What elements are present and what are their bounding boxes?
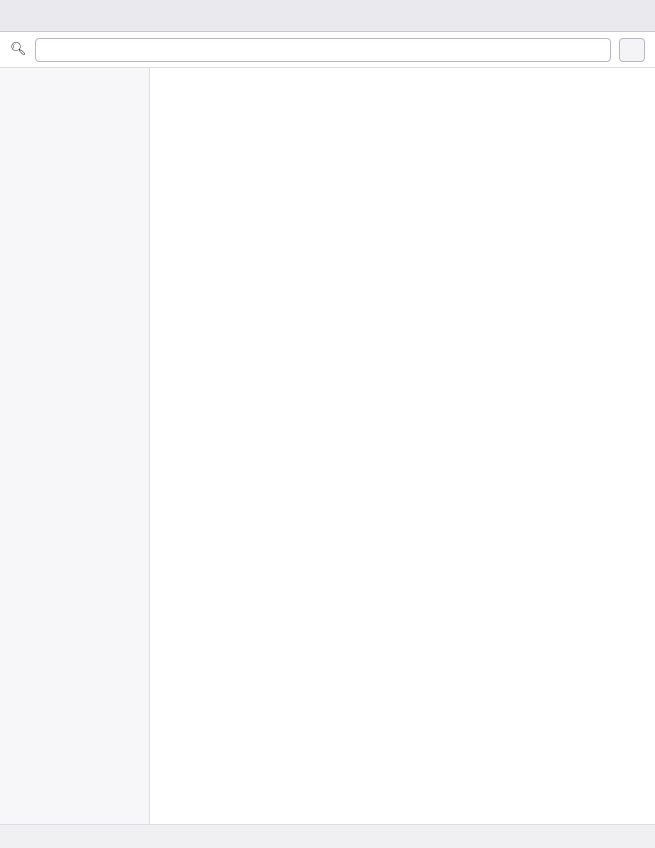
status-bar: [0, 824, 655, 848]
title-bar: [0, 0, 655, 32]
search-icon: 🔍︎: [10, 42, 27, 57]
toolbar: [0, 32, 655, 68]
sidebar-item[interactable]: [0, 100, 149, 112]
toolbar-action-button[interactable]: [619, 38, 645, 62]
main-area: [0, 68, 655, 824]
search-input[interactable]: [35, 38, 611, 62]
sidebar-item[interactable]: [0, 76, 149, 88]
sidebar: [0, 68, 150, 824]
content-pane: [150, 68, 655, 824]
sidebar-item[interactable]: [0, 88, 149, 100]
